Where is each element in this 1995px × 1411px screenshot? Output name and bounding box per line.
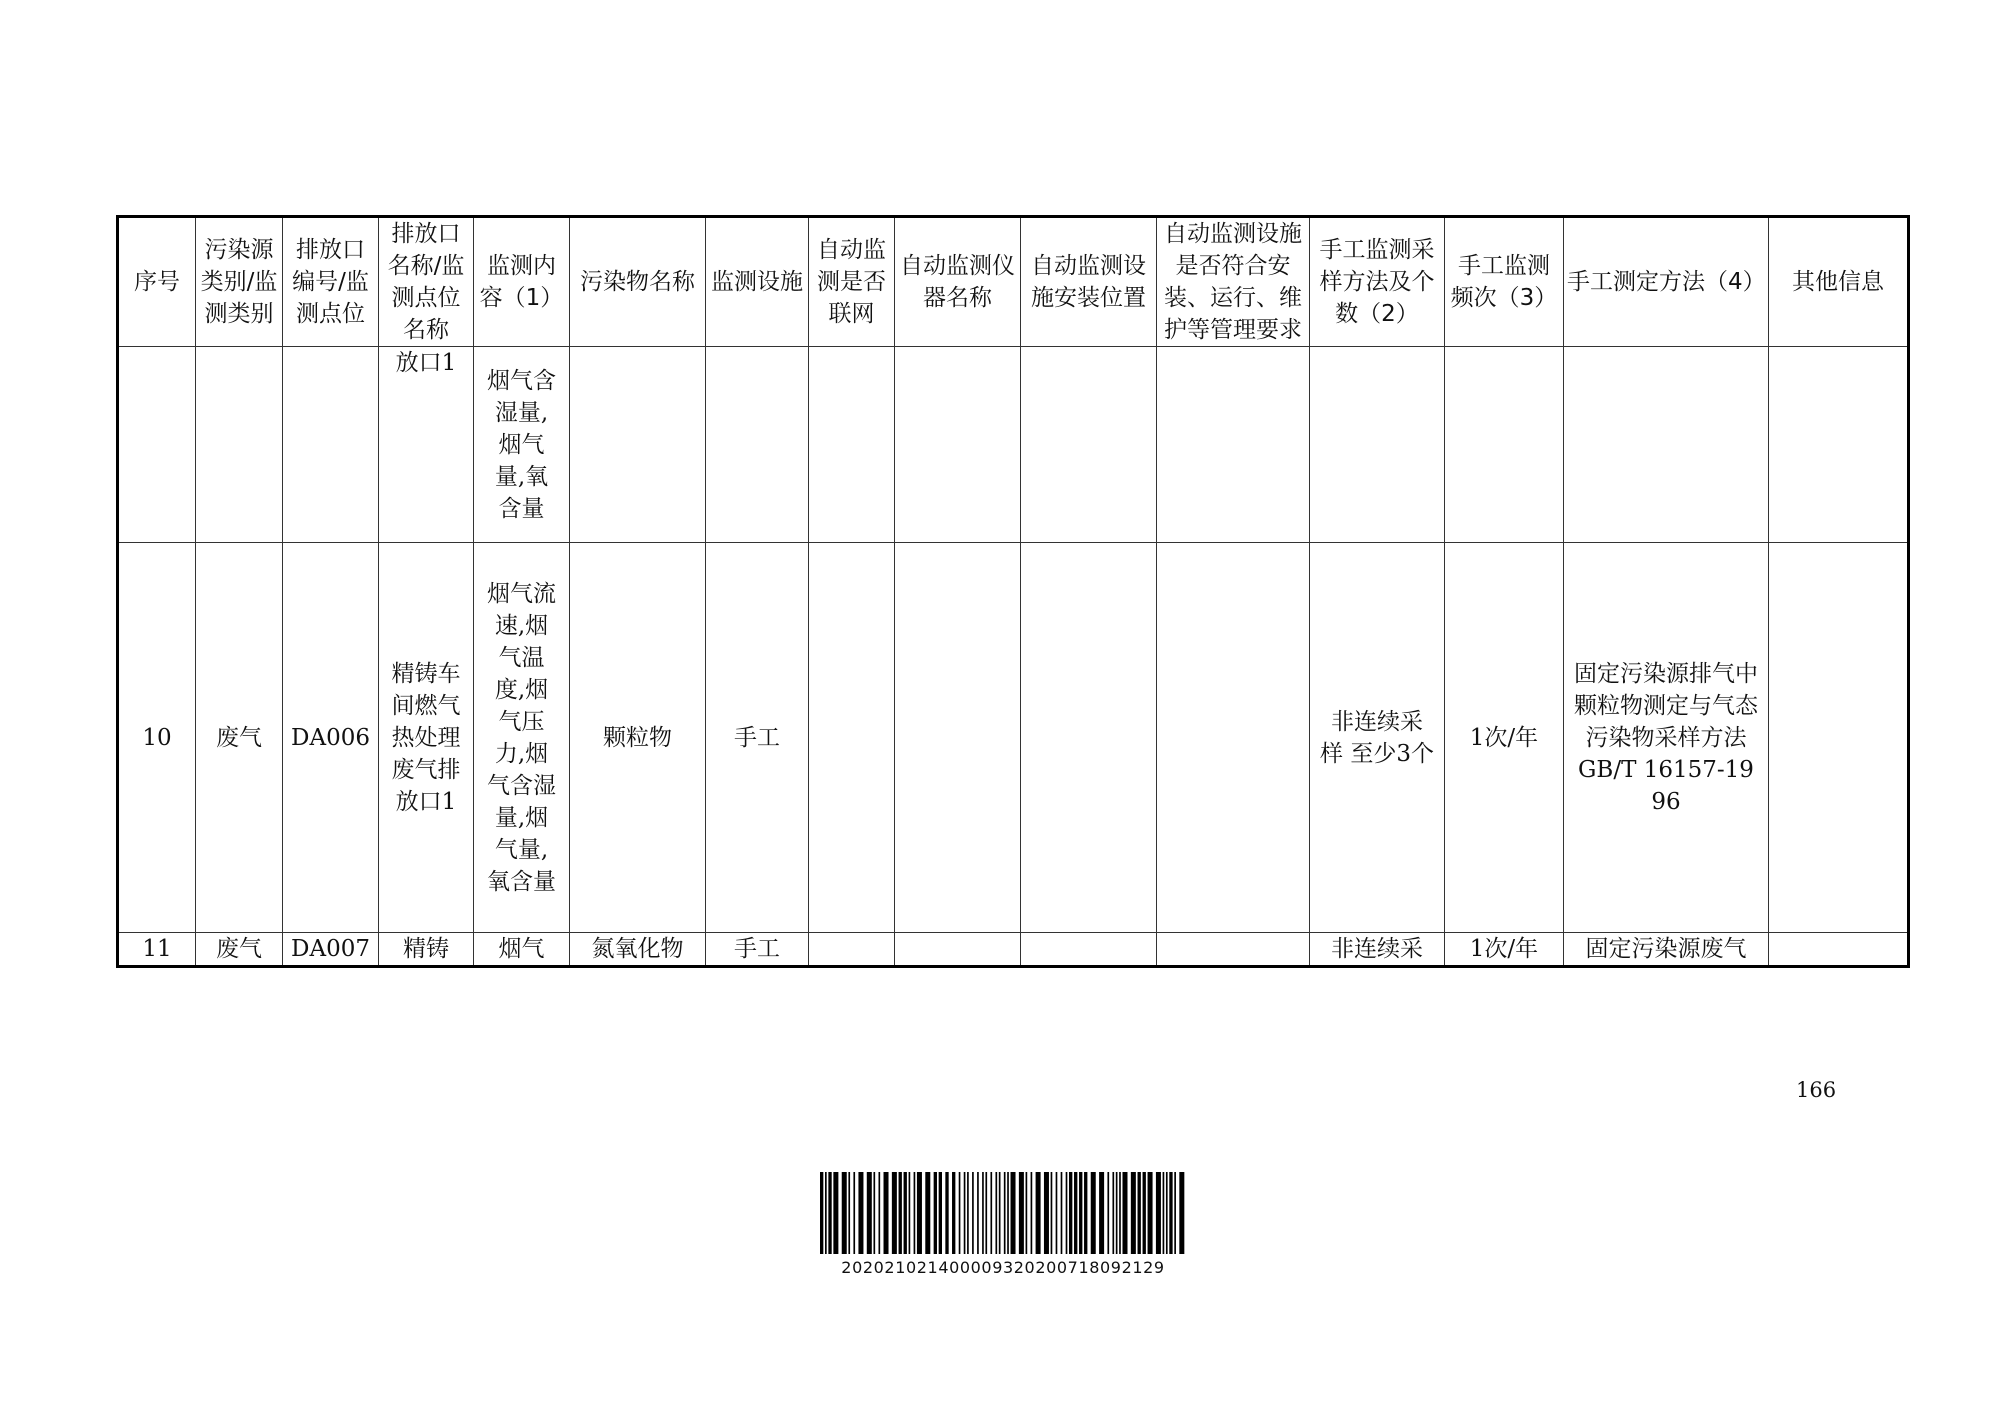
barcode-bar: [1011, 1172, 1016, 1254]
barcode-bar: [939, 1172, 942, 1254]
table-cell: 1次/年: [1445, 933, 1564, 967]
barcode-bar: [995, 1172, 997, 1254]
table-cell: [1157, 347, 1310, 543]
header-cell: 手工测定方法（4）: [1564, 217, 1769, 347]
table-cell: 烟气含湿量,烟气量,氧含量: [474, 347, 570, 543]
barcode-bar: [1116, 1172, 1118, 1254]
table-cell: [1769, 347, 1909, 543]
table-cell: [809, 347, 895, 543]
table-cell: [895, 933, 1021, 967]
table-cell: 固定污染源排气中颗粒物测定与气态污染物采样方法 GB/T 16157-1996: [1564, 543, 1769, 933]
barcode-bar: [1143, 1172, 1146, 1254]
barcode-bar: [1169, 1172, 1172, 1254]
table-cell: [1445, 347, 1564, 543]
barcode-bar: [892, 1172, 897, 1254]
barcode-bar: [1019, 1172, 1024, 1254]
barcode-bar: [1131, 1172, 1136, 1254]
barcode-bar: [967, 1172, 969, 1254]
barcode-bar: [884, 1172, 889, 1254]
table-cell: 固定污染源废气: [1564, 933, 1769, 967]
barcode-bar: [1156, 1172, 1161, 1254]
header-cell: 其他信息: [1769, 217, 1909, 347]
barcode-bar: [1166, 1172, 1168, 1254]
barcode-bar: [858, 1172, 863, 1254]
table-cell: DA006: [283, 543, 379, 933]
barcode-bar: [999, 1172, 1001, 1254]
barcode-bar: [878, 1172, 880, 1254]
header-cell: 手工监测频次（3）: [1445, 217, 1564, 347]
barcode-bar: [825, 1172, 827, 1254]
barcode-bar: [1051, 1172, 1053, 1254]
table-cell: [570, 347, 706, 543]
table-header-row: [118, 217, 1909, 347]
barcode-bar: [1079, 1172, 1082, 1254]
barcode-bar: [1036, 1172, 1041, 1254]
barcode-bar: [1091, 1172, 1096, 1254]
table-row: [118, 933, 1909, 967]
table-cell: DA007: [283, 933, 379, 967]
barcode-bar: [1138, 1172, 1141, 1254]
header-cell: 自动监测仪器名称: [895, 217, 1021, 347]
barcode-bar: [848, 1172, 850, 1254]
barcode-bar: [985, 1172, 987, 1254]
barcode-bar: [952, 1172, 955, 1254]
header-cell: 自动监测是否联网: [809, 217, 895, 347]
barcode-bar: [1069, 1172, 1072, 1254]
barcode-bar: [1074, 1172, 1077, 1254]
header-cell: 监测设施: [706, 217, 809, 347]
barcode-bar: [964, 1172, 966, 1254]
table-cell: [118, 347, 196, 543]
header-cell: 手工监测采样方法及个数（2）: [1310, 217, 1445, 347]
barcode-bar: [1056, 1172, 1058, 1254]
table-row: [118, 347, 1909, 543]
barcode-bar: [1026, 1172, 1028, 1254]
table-cell: 废气: [196, 933, 283, 967]
table-cell: [196, 347, 283, 543]
header-cell: 污染物名称: [570, 217, 706, 347]
barcode-bar: [873, 1172, 875, 1254]
barcode-bar: [1004, 1172, 1006, 1254]
header-cell: 污染源类别/监测类别: [196, 217, 283, 347]
barcode-bar: [914, 1172, 916, 1254]
table-cell: [809, 543, 895, 933]
barcode-bar: [977, 1172, 979, 1254]
header-cell: 排放口编号/监测点位: [283, 217, 379, 347]
barcode: [820, 1172, 1186, 1277]
table-cell: [1157, 933, 1310, 967]
header-cell: 自动监测设施是否符合安装、运行、维护等管理要求: [1157, 217, 1310, 347]
barcode-bar: [925, 1172, 930, 1254]
barcode-number: 20202102140000932020071809212​9: [841, 1258, 1165, 1277]
barcode-bar: [972, 1172, 974, 1254]
barcode-bar: [899, 1172, 902, 1254]
table-cell: [1769, 543, 1909, 933]
barcode-bar: [842, 1172, 847, 1254]
table-cell: 烟气: [474, 933, 570, 967]
table-row: [118, 543, 1909, 933]
table-cell: [283, 347, 379, 543]
table-cell: [1021, 933, 1157, 967]
table-cell: 放口1: [379, 347, 474, 543]
table-cell: 手工: [706, 543, 809, 933]
table-cell: 1次/年: [1445, 543, 1564, 933]
barcode-bar: [1044, 1172, 1049, 1254]
barcode-bar: [1179, 1172, 1184, 1254]
table-cell: [895, 347, 1021, 543]
barcode-bar: [909, 1172, 911, 1254]
barcode-bar: [959, 1172, 961, 1254]
table-cell: [1310, 347, 1445, 543]
header-cell: 序号: [118, 217, 196, 347]
table-cell: 精铸车间燃气热处理废气排放口1: [379, 543, 474, 933]
barcode-bar: [820, 1172, 823, 1254]
table-cell: 11: [118, 933, 196, 967]
table-cell: 非连续采样 至少3个: [1310, 543, 1445, 933]
table-cell: 精铸: [379, 933, 474, 967]
barcode-bar: [853, 1172, 855, 1254]
table-cell: [1021, 543, 1157, 933]
table-cell: 颗粒物: [570, 543, 706, 933]
barcode-bar: [990, 1172, 992, 1254]
barcode-bar: [1099, 1172, 1104, 1254]
table-cell: [1157, 543, 1310, 933]
table-cell: [809, 933, 895, 967]
barcode-bar: [833, 1172, 838, 1254]
barcode-bar: [1107, 1172, 1109, 1254]
header-cell: 监测内容（1）: [474, 217, 570, 347]
barcode-bar: [867, 1172, 872, 1254]
table-cell: [895, 543, 1021, 933]
table-cell: [1769, 933, 1909, 967]
barcode-bar: [1163, 1172, 1165, 1254]
page-number: 166: [1796, 1078, 1837, 1102]
table-cell: 废气: [196, 543, 283, 933]
table-cell: 烟气流速,烟气温度,烟气压力,烟气含湿量,烟气量,氧含量: [474, 543, 570, 933]
table-cell: [1564, 347, 1769, 543]
barcode-bar: [1122, 1172, 1127, 1254]
barcode-bar: [934, 1172, 937, 1254]
table-cell: [706, 347, 809, 543]
barcode-bar: [904, 1172, 907, 1254]
header-cell: 排放口名称/监测点位名称: [379, 217, 474, 347]
barcode-bar: [945, 1172, 948, 1254]
header-cell: 自动监测设施安装位置: [1021, 217, 1157, 347]
barcode-bar: [1007, 1172, 1009, 1254]
barcode-bar: [828, 1172, 831, 1254]
barcode-bar: [1148, 1172, 1153, 1254]
monitoring-table-container: [116, 215, 1887, 968]
barcode-bar: [1119, 1172, 1121, 1254]
table-cell: 10: [118, 543, 196, 933]
barcode-bar: [1066, 1172, 1068, 1254]
table-cell: [1021, 347, 1157, 543]
barcode-bar: [1112, 1172, 1114, 1254]
monitoring-table: [116, 215, 1910, 968]
table-cell: 氮氧化物: [570, 933, 706, 967]
barcode-bar: [917, 1172, 922, 1254]
barcode-bar: [1031, 1172, 1033, 1254]
table-cell: 非连续采: [1310, 933, 1445, 967]
barcode-bar: [982, 1172, 984, 1254]
barcode-bar: [1084, 1172, 1087, 1254]
table-cell: 手工: [706, 933, 809, 967]
barcode-bars: [820, 1172, 1186, 1254]
barcode-bar: [1174, 1172, 1176, 1254]
barcode-bar: [1061, 1172, 1063, 1254]
